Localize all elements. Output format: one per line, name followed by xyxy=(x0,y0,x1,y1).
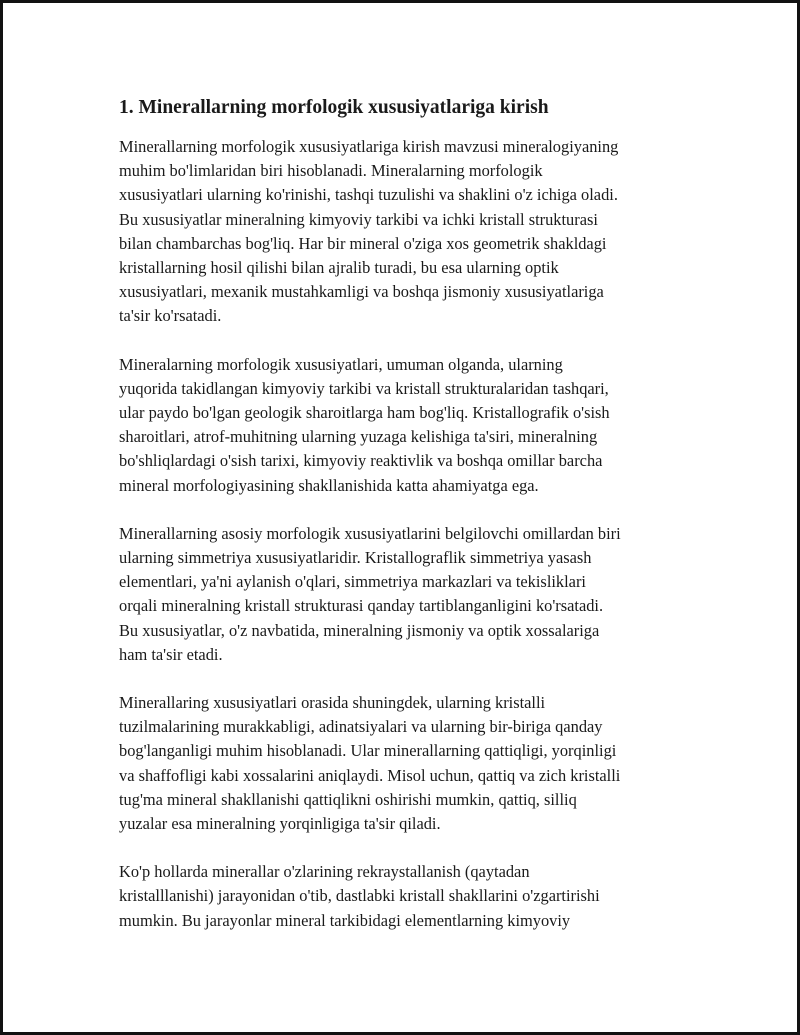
text-line: Minerallarning morfologik xususiyatlariga kirish mavzusi mineralogiyaning xyxy=(119,137,619,156)
text-line: tug'ma mineral shakllanishi qattiqlikni oshirishi mumkin, qattiq, silliq xyxy=(119,789,577,809)
text-line: kristallarning hosil qilishi bilan ajralib turadi, bu esa ularning optik xyxy=(119,258,559,278)
text-line: Mineralarning morfologik xususiyatlari, umuman olganda, ularning xyxy=(119,354,563,374)
text-line: ularning simmetriya xususiyatlaridir. Kristallograflik simmetriya yasash xyxy=(119,548,592,568)
text-line: ta'sir ko'rsatadi. xyxy=(119,306,222,326)
section-heading: 1. Minerallarning morfologik xususiyatlariga kirish xyxy=(119,97,549,118)
text-line: Minerallarning asosiy morfologik xususiyatlarini belgilovchi omillardan biri xyxy=(119,523,621,543)
text-line: xususiyatlari, mexanik mustahkamligi va boshqa jismoniy xususiyatlariga xyxy=(119,282,604,302)
text-line: ular paydo bo'lgan geologik sharoitlarga ham bog'liq. Kristallografik o'sish xyxy=(119,403,610,423)
text-line: yuqorida takidlangan kimyoviy tarkibi va kristall strukturalaridan tashqari, xyxy=(119,378,609,398)
text-line: bo'shliqlardagi o'sish tarixi, kimyoviy reaktivlik va boshqa omillar barcha xyxy=(119,451,603,471)
paragraph-3 xyxy=(119,522,699,667)
paragraph-1 xyxy=(119,135,699,329)
text-line: yuzalar esa mineralning yorqinligiga ta'sir qiladi. xyxy=(119,814,441,834)
text-line: orqali mineralning kristall strukturasi qanday tartiblanganligini ko'rsatadi. xyxy=(119,596,604,616)
text-line: xususiyatlari ularning ko'rinishi, tashqi tuzulishi va shaklini o'z ichiga oladi. xyxy=(119,185,618,205)
text-line: ham ta'sir etadi. xyxy=(119,644,223,664)
text-line: bog'langanligi muhim hisoblanadi. Ular minerallarning qattiqligi, yorqinligi xyxy=(119,741,617,761)
text-line: Ko'p hollarda minerallar o'zlarining rekraystallanish (qaytadan xyxy=(119,862,530,882)
text-line: Bu xususiyatlar, o'z navbatida, mineralning jismoniy va optik xossalariga xyxy=(119,620,600,640)
text-line: kristalllanishi) jarayonidan o'tib, dastlabki kristall shakllarini o'zgartirishi xyxy=(119,886,600,906)
document-body xyxy=(119,95,699,957)
text-line: bilan chambarchas bog'liq. Har bir mineral o'ziga xos geometrik shakldagi xyxy=(119,233,607,253)
text-line: elementlari, ya'ni aylanish o'qlari, simmetriya markazlari va tekisliklari xyxy=(119,572,586,592)
paragraph-4 xyxy=(119,691,699,836)
text-line: sharoitlari, atrof-muhitning ularning yuzaga kelishiga ta'siri, mineralning xyxy=(119,427,598,447)
text-line: va shaffofligi kabi xossalarini aniqlaydi. Misol uchun, qattiq va zich kristalli xyxy=(119,765,621,785)
text-line: mumkin. Bu jarayonlar mineral tarkibidagi elementlarning kimyoviy xyxy=(119,910,571,930)
paragraph-5 xyxy=(119,860,699,933)
text-line: Minerallaring xususiyatlari orasida shuningdek, ularning kristalli xyxy=(119,693,546,713)
paragraph-2 xyxy=(119,353,699,498)
text-line: muhim bo'limlaridan biri hisoblanadi. Mineralarning morfologik xyxy=(119,161,543,181)
text-line: Bu xususiyatlar mineralning kimyoviy tarkibi va ichki kristall strukturasi xyxy=(119,209,598,229)
text-line: mineral morfologiyasining shakllanishida katta ahamiyatga ega. xyxy=(119,475,539,495)
text-line: tuzilmalarining murakkabligi, adinatsiyalari va ularning bir-biriga qanday xyxy=(119,717,603,737)
